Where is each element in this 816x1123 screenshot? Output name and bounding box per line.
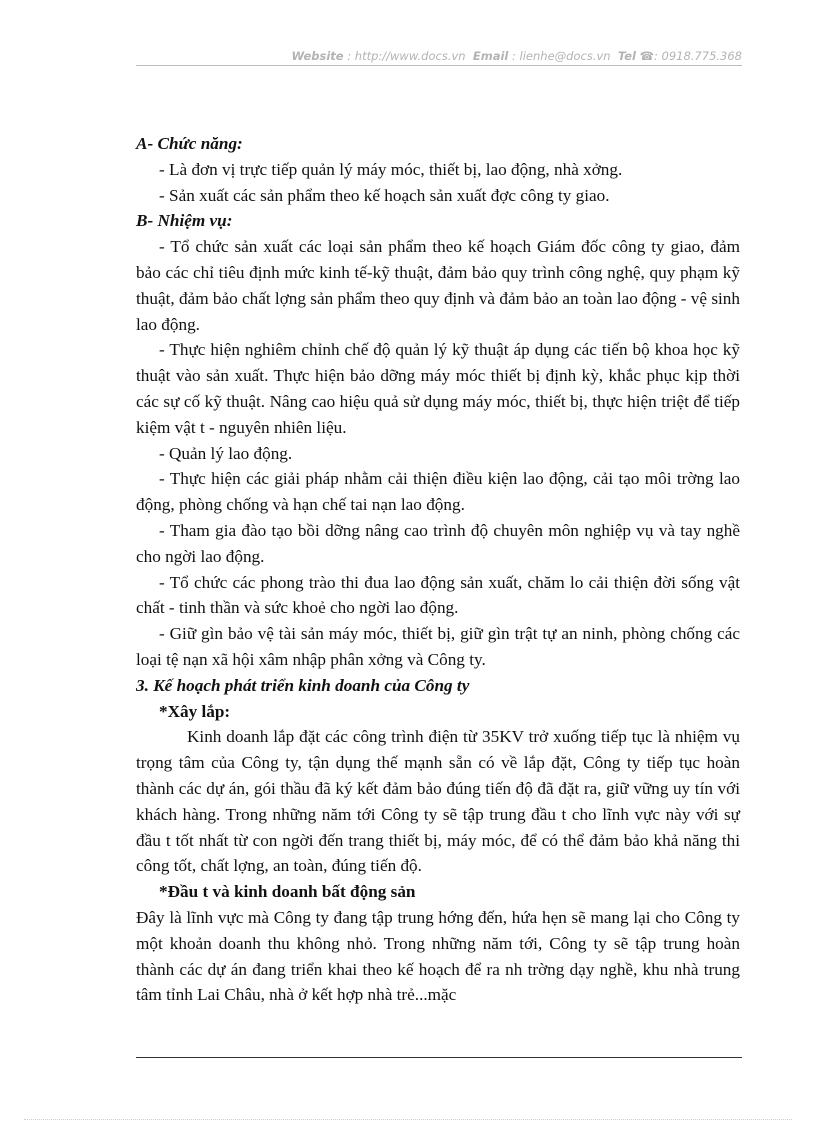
list-item: - Giữ gìn bảo vệ tài sản máy móc, thiết bị, giữ gìn trật tự an ninh, phòng chống các loại tệ nạn xã hội xâm nhập phân xởng và Công ty. — [136, 624, 740, 669]
list-item: - Sản xuất các sản phẩm theo kế hoạch sản xuất đợc công ty giao. — [159, 185, 610, 205]
heading-functions: A- Chức năng: — [136, 134, 243, 153]
list-item: - Là đơn vị trực tiếp quản lý máy móc, thiết bị, lao động, nhà xởng. — [159, 159, 623, 179]
tel-value: ☎: 0918.775.368 — [639, 49, 742, 63]
footer-divider — [136, 1057, 742, 1058]
subsection-construction-title: *Xây lắp: — [159, 701, 231, 721]
list-item: - Tham gia đào tạo bồi dỡng nâng cao trình độ chuyên môn nghiệp vụ và tay nghề cho ngời lao động. — [136, 520, 740, 566]
list-item: - Quản lý lao động. — [159, 443, 293, 463]
subsection-real-estate-title: *Đầu t và kinh doanh bất động sản — [159, 882, 416, 902]
subsection-construction-text: Kinh doanh lắp đặt các công trình điện từ 35KV trở xuống tiếp tục là nhiệm vụ trọng tâm của Công ty, tận dụng thế mạnh sẵn có về lắp đặt, Công ty tiếp tục hoàn thành các dự án, gói thầu đã ký kết đảm bảo đúng tiến độ đã đặt ra, giữ vững uy tín với khách hàng. Trong những năm tới Công ty sẽ tập trung đầu t cho lĩnh vực này với sự đầu t tốt nhất từ con ngời đến trang thiết bị, máy móc, để có thể đảm bảo khả năng thi công tốt, chất lợng, an toàn, đúng tiến độ. — [136, 727, 740, 876]
body-text — [136, 131, 740, 1008]
header-divider — [136, 65, 742, 66]
list-item: - Thực hiện nghiêm chỉnh chế độ quản lý kỹ thuật áp dụng các tiến bộ khoa học kỹ thuật vào sản xuất. Thực hiện bảo dỡng máy móc thiết bị định kỳ, khắc phục kịp thời các sự cố kỹ thuật. Nâng cao hiệu quả sử dụng máy móc, thiết bị, thực hiện triệt để tiếp kiệm vật t - nguyên nhiên liệu. — [136, 340, 740, 437]
email-label: Email — [472, 49, 509, 63]
subsection-real-estate-text: Đây là lĩnh vực mà Công ty đang tập trung hớng đến, hứa hẹn sẽ mang lại cho Công ty một khoản doanh thu không nhỏ. Trong những năm tới, Công ty sẽ tập trung hoàn thành các dự án đang triển khai theo kế hoạch để ra nh trờng dạy nghề, khu nhà trung tâm tỉnh Lai Châu, nhà ở kết hợp nhà trẻ...mặc — [136, 907, 740, 1005]
heading-duties: B- Nhiệm vụ: — [136, 211, 233, 231]
tel-label: Tel — [617, 49, 636, 63]
website-link[interactable]: : http://www.docs.vn — [347, 49, 466, 63]
website-label: Website — [291, 49, 344, 63]
list-item: - Tổ chức các phong trào thi đua lao động sản xuất, chăm lo cải thiện đời sống vật chất - tinh thần và sức khoẻ cho ngời lao động. — [136, 572, 740, 618]
page-bottom-edge — [24, 1119, 792, 1120]
page-header — [136, 49, 742, 63]
list-item: - Tổ chức sản xuất các loại sản phẩm theo kế hoạch Giám đốc công ty giao, đảm bảo các chỉ tiêu định mức kinh tế-kỹ thuật, đảm bảo quy trình công nghệ, quy phạm kỹ thuật, đảm bảo chất lợng sản phẩm theo quy định và đảm bảo an toàn lao động - vệ sinh lao động. — [136, 237, 740, 334]
section-3-title: 3. Kế hoạch phát triển kinh doanh của Công ty — [136, 675, 470, 695]
email-link[interactable]: : lienhe@docs.vn — [512, 49, 611, 63]
list-item: - Thực hiện các giải pháp nhằm cải thiện điều kiện lao động, cải tạo môi trờng lao động, phòng chống và hạn chế tai nạn lao động. — [136, 469, 740, 515]
